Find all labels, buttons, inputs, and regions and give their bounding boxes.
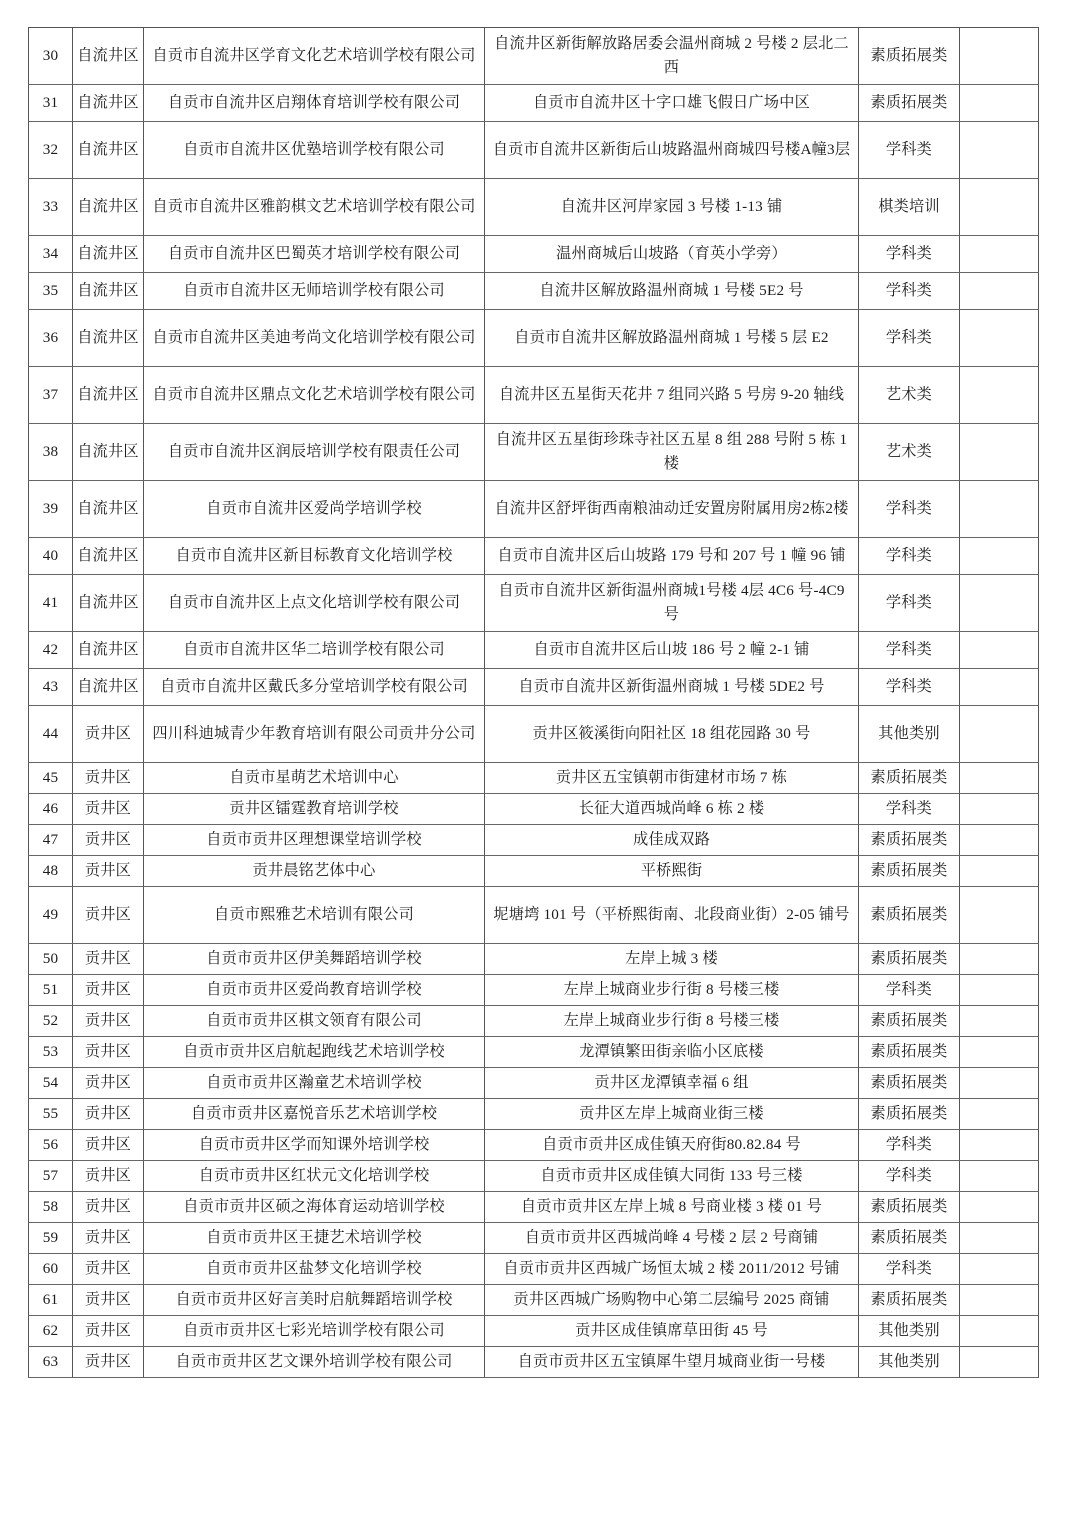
cell-name: 自贡市自流井区新目标教育文化培训学校: [144, 538, 485, 575]
cell-index: 48: [29, 856, 73, 887]
cell-index: 45: [29, 763, 73, 794]
cell-blank: [960, 1130, 1039, 1161]
cell-category: 学科类: [859, 575, 960, 632]
cell-blank: [960, 85, 1039, 122]
table-row: [29, 763, 1039, 794]
cell-index: 44: [29, 706, 73, 763]
cell-district: 自流井区: [73, 538, 144, 575]
cell-blank: [960, 1285, 1039, 1316]
cell-name: 自贡市贡井区理想课堂培训学校: [144, 825, 485, 856]
cell-name: 自贡市贡井区硕之海体育运动培训学校: [144, 1192, 485, 1223]
cell-index: 41: [29, 575, 73, 632]
cell-blank: [960, 825, 1039, 856]
cell-category: 其他类别: [859, 1347, 960, 1378]
cell-name: 自贡市自流井区爱尚学培训学校: [144, 481, 485, 538]
cell-category: 素质拓展类: [859, 28, 960, 85]
cell-district: 自流井区: [73, 85, 144, 122]
cell-category: 素质拓展类: [859, 887, 960, 944]
cell-district: 贡井区: [73, 794, 144, 825]
table-row: [29, 1099, 1039, 1130]
cell-address: 自贡市贡井区成佳镇天府街80.82.84 号: [485, 1130, 859, 1161]
cell-index: 53: [29, 1037, 73, 1068]
cell-district: 自流井区: [73, 424, 144, 481]
cell-index: 37: [29, 367, 73, 424]
cell-blank: [960, 1316, 1039, 1347]
table-row: [29, 236, 1039, 273]
cell-name: 自贡市自流井区巴蜀英才培训学校有限公司: [144, 236, 485, 273]
cell-district: 贡井区: [73, 1130, 144, 1161]
cell-name: 自贡市贡井区嘉悦音乐艺术培训学校: [144, 1099, 485, 1130]
cell-address: 贡井区成佳镇席草田街 45 号: [485, 1316, 859, 1347]
training-institutions-table: [28, 27, 1039, 1378]
cell-category: 素质拓展类: [859, 763, 960, 794]
cell-address: 龙潭镇繁田街亲临小区底楼: [485, 1037, 859, 1068]
cell-name: 自贡市自流井区启翔体育培训学校有限公司: [144, 85, 485, 122]
cell-name: 自贡市贡井区红状元文化培训学校: [144, 1161, 485, 1192]
cell-name: 自贡市贡井区棋文领育有限公司: [144, 1006, 485, 1037]
table-row: [29, 1223, 1039, 1254]
cell-name: 贡井区镭霆教育培训学校: [144, 794, 485, 825]
cell-category: 学科类: [859, 975, 960, 1006]
cell-category: 学科类: [859, 273, 960, 310]
cell-category: 素质拓展类: [859, 1285, 960, 1316]
cell-index: 38: [29, 424, 73, 481]
cell-name: 自贡市自流井区戴氏多分堂培训学校有限公司: [144, 669, 485, 706]
cell-address: 自流井区五星街珍珠寺社区五星 8 组 288 号附 5 栋 1 楼: [485, 424, 859, 481]
cell-district: 自流井区: [73, 575, 144, 632]
cell-district: 自流井区: [73, 28, 144, 85]
cell-index: 56: [29, 1130, 73, 1161]
cell-district: 贡井区: [73, 1316, 144, 1347]
cell-category: 艺术类: [859, 367, 960, 424]
cell-address: 自流井区解放路温州商城 1 号楼 5E2 号: [485, 273, 859, 310]
cell-name: 自贡市贡井区伊美舞蹈培训学校: [144, 944, 485, 975]
cell-address: 自贡市自流井区解放路温州商城 1 号楼 5 层 E2: [485, 310, 859, 367]
cell-blank: [960, 856, 1039, 887]
cell-district: 贡井区: [73, 1006, 144, 1037]
cell-index: 61: [29, 1285, 73, 1316]
cell-address: 自贡市自流井区新街后山坡路温州商城四号楼A幢3层: [485, 122, 859, 179]
cell-category: 学科类: [859, 669, 960, 706]
cell-district: 自流井区: [73, 273, 144, 310]
table-row: [29, 538, 1039, 575]
cell-category: 素质拓展类: [859, 1192, 960, 1223]
cell-index: 35: [29, 273, 73, 310]
cell-district: 贡井区: [73, 825, 144, 856]
table-row: [29, 1130, 1039, 1161]
cell-index: 43: [29, 669, 73, 706]
table-row: [29, 1254, 1039, 1285]
cell-blank: [960, 706, 1039, 763]
cell-index: 36: [29, 310, 73, 367]
table-row: [29, 575, 1039, 632]
cell-name: 自贡市贡井区好言美时启航舞蹈培训学校: [144, 1285, 485, 1316]
cell-category: 素质拓展类: [859, 856, 960, 887]
cell-blank: [960, 944, 1039, 975]
table-row: [29, 1161, 1039, 1192]
cell-blank: [960, 975, 1039, 1006]
cell-name: 自贡市自流井区无师培训学校有限公司: [144, 273, 485, 310]
cell-district: 贡井区: [73, 1068, 144, 1099]
table-row: [29, 632, 1039, 669]
cell-district: 贡井区: [73, 975, 144, 1006]
cell-category: 其他类别: [859, 1316, 960, 1347]
cell-address: 平桥熙街: [485, 856, 859, 887]
cell-category: 其他类别: [859, 706, 960, 763]
cell-district: 自流井区: [73, 669, 144, 706]
table-row: [29, 1006, 1039, 1037]
cell-index: 31: [29, 85, 73, 122]
cell-index: 62: [29, 1316, 73, 1347]
cell-address: 自贡市贡井区左岸上城 8 号商业楼 3 楼 01 号: [485, 1192, 859, 1223]
table-row: [29, 122, 1039, 179]
cell-blank: [960, 1192, 1039, 1223]
table-row: [29, 1285, 1039, 1316]
cell-index: 63: [29, 1347, 73, 1378]
cell-district: 贡井区: [73, 1254, 144, 1285]
cell-category: 学科类: [859, 1130, 960, 1161]
cell-blank: [960, 794, 1039, 825]
table-body: [29, 28, 1039, 1378]
table-row: [29, 794, 1039, 825]
cell-name: 自贡市自流井区优塾培训学校有限公司: [144, 122, 485, 179]
cell-address: 自贡市自流井区新街温州商城1号楼 4层 4C6 号-4C9 号: [485, 575, 859, 632]
table-row: [29, 825, 1039, 856]
cell-category: 学科类: [859, 310, 960, 367]
cell-index: 57: [29, 1161, 73, 1192]
cell-index: 49: [29, 887, 73, 944]
cell-address: 温州商城后山坡路（育英小学旁）: [485, 236, 859, 273]
cell-name: 自贡市自流井区鼎点文化艺术培训学校有限公司: [144, 367, 485, 424]
table-row: [29, 1192, 1039, 1223]
cell-address: 成佳成双路: [485, 825, 859, 856]
cell-address: 贡井区左岸上城商业街三楼: [485, 1099, 859, 1130]
cell-district: 贡井区: [73, 856, 144, 887]
cell-index: 39: [29, 481, 73, 538]
cell-address: 贡井区龙潭镇幸福 6 组: [485, 1068, 859, 1099]
cell-name: 自贡市贡井区艺文课外培训学校有限公司: [144, 1347, 485, 1378]
cell-name: 自贡市熙雅艺术培训有限公司: [144, 887, 485, 944]
cell-address: 左岸上城商业步行街 8 号楼三楼: [485, 975, 859, 1006]
cell-address: 左岸上城商业步行街 8 号楼三楼: [485, 1006, 859, 1037]
cell-blank: [960, 122, 1039, 179]
table-row: [29, 1068, 1039, 1099]
cell-district: 贡井区: [73, 1099, 144, 1130]
cell-blank: [960, 236, 1039, 273]
cell-blank: [960, 538, 1039, 575]
cell-address: 自贡市贡井区五宝镇犀牛望月城商业街一号楼: [485, 1347, 859, 1378]
cell-district: 自流井区: [73, 481, 144, 538]
cell-district: 自流井区: [73, 179, 144, 236]
cell-blank: [960, 1099, 1039, 1130]
table-row: [29, 179, 1039, 236]
cell-address: 自贡市自流井区十字口雄飞假日广场中区: [485, 85, 859, 122]
cell-address: 自流井区舒坪街西南粮油动迁安置房附属用房2栋2楼: [485, 481, 859, 538]
cell-index: 55: [29, 1099, 73, 1130]
cell-blank: [960, 1223, 1039, 1254]
cell-index: 58: [29, 1192, 73, 1223]
cell-blank: [960, 310, 1039, 367]
table-row: [29, 481, 1039, 538]
cell-district: 贡井区: [73, 887, 144, 944]
cell-district: 贡井区: [73, 763, 144, 794]
cell-category: 学科类: [859, 1254, 960, 1285]
cell-blank: [960, 273, 1039, 310]
cell-index: 47: [29, 825, 73, 856]
cell-blank: [960, 632, 1039, 669]
cell-index: 51: [29, 975, 73, 1006]
table-row: [29, 85, 1039, 122]
table-row: [29, 669, 1039, 706]
cell-name: 自贡市贡井区启航起跑线艺术培训学校: [144, 1037, 485, 1068]
cell-category: 学科类: [859, 1161, 960, 1192]
table-row: [29, 367, 1039, 424]
cell-name: 自贡市自流井区学育文化艺术培训学校有限公司: [144, 28, 485, 85]
cell-index: 34: [29, 236, 73, 273]
cell-blank: [960, 763, 1039, 794]
cell-name: 自贡市自流井区华二培训学校有限公司: [144, 632, 485, 669]
table-row: [29, 273, 1039, 310]
cell-index: 50: [29, 944, 73, 975]
cell-blank: [960, 1254, 1039, 1285]
cell-blank: [960, 669, 1039, 706]
cell-blank: [960, 1006, 1039, 1037]
cell-category: 学科类: [859, 794, 960, 825]
cell-name: 自贡市贡井区盐梦文化培训学校: [144, 1254, 485, 1285]
cell-district: 贡井区: [73, 1347, 144, 1378]
cell-address: 贡井区西城广场购物中心第二层编号 2025 商铺: [485, 1285, 859, 1316]
cell-index: 59: [29, 1223, 73, 1254]
table-row: [29, 424, 1039, 481]
cell-address: 贡井区五宝镇朝市街建材市场 7 栋: [485, 763, 859, 794]
cell-index: 32: [29, 122, 73, 179]
table-row: [29, 310, 1039, 367]
cell-blank: [960, 1161, 1039, 1192]
cell-index: 42: [29, 632, 73, 669]
cell-category: 学科类: [859, 122, 960, 179]
cell-name: 贡井晨铭艺体中心: [144, 856, 485, 887]
cell-blank: [960, 887, 1039, 944]
cell-name: 自贡市自流井区润辰培训学校有限责任公司: [144, 424, 485, 481]
cell-address: 坭塘塆 101 号（平桥熙街南、北段商业街）2-05 铺号: [485, 887, 859, 944]
table-row: [29, 1347, 1039, 1378]
cell-index: 60: [29, 1254, 73, 1285]
cell-district: 贡井区: [73, 1285, 144, 1316]
cell-index: 54: [29, 1068, 73, 1099]
cell-district: 贡井区: [73, 706, 144, 763]
cell-category: 艺术类: [859, 424, 960, 481]
table-row: [29, 887, 1039, 944]
cell-category: 素质拓展类: [859, 1068, 960, 1099]
cell-blank: [960, 481, 1039, 538]
cell-district: 自流井区: [73, 367, 144, 424]
cell-category: 棋类培训: [859, 179, 960, 236]
cell-blank: [960, 1347, 1039, 1378]
cell-category: 素质拓展类: [859, 1006, 960, 1037]
cell-name: 自贡市贡井区学而知课外培训学校: [144, 1130, 485, 1161]
cell-category: 素质拓展类: [859, 1037, 960, 1068]
cell-district: 自流井区: [73, 122, 144, 179]
cell-address: 左岸上城 3 楼: [485, 944, 859, 975]
cell-address: 自流井区河岸家园 3 号楼 1-13 铺: [485, 179, 859, 236]
cell-address: 自流井区新街解放路居委会温州商城 2 号楼 2 层北二西: [485, 28, 859, 85]
cell-district: 贡井区: [73, 1037, 144, 1068]
cell-blank: [960, 424, 1039, 481]
cell-name: 四川科迪城青少年教育培训有限公司贡井分公司: [144, 706, 485, 763]
table-row: [29, 706, 1039, 763]
cell-name: 自贡市贡井区王捷艺术培训学校: [144, 1223, 485, 1254]
cell-district: 贡井区: [73, 1161, 144, 1192]
cell-address: 贡井区筱溪街向阳社区 18 组花园路 30 号: [485, 706, 859, 763]
cell-district: 自流井区: [73, 236, 144, 273]
cell-address: 自贡市贡井区成佳镇大同街 133 号三楼: [485, 1161, 859, 1192]
cell-category: 素质拓展类: [859, 825, 960, 856]
cell-district: 贡井区: [73, 944, 144, 975]
cell-district: 自流井区: [73, 632, 144, 669]
cell-name: 自贡市自流井区雅韵棋文艺术培训学校有限公司: [144, 179, 485, 236]
cell-district: 贡井区: [73, 1223, 144, 1254]
table-row: [29, 1037, 1039, 1068]
cell-name: 自贡市贡井区瀚童艺术培训学校: [144, 1068, 485, 1099]
table-row: [29, 1316, 1039, 1347]
cell-name: 自贡市自流井区上点文化培训学校有限公司: [144, 575, 485, 632]
cell-blank: [960, 179, 1039, 236]
cell-district: 贡井区: [73, 1192, 144, 1223]
cell-address: 长征大道西城尚峰 6 栋 2 楼: [485, 794, 859, 825]
cell-address: 自流井区五星街天花井 7 组同兴路 5 号房 9-20 轴线: [485, 367, 859, 424]
cell-address: 自贡市自流井区后山坡 186 号 2 幢 2-1 铺: [485, 632, 859, 669]
cell-index: 33: [29, 179, 73, 236]
table-row: [29, 856, 1039, 887]
cell-address: 自贡市自流井区后山坡路 179 号和 207 号 1 幢 96 铺: [485, 538, 859, 575]
cell-category: 素质拓展类: [859, 944, 960, 975]
cell-blank: [960, 28, 1039, 85]
cell-name: 自贡市贡井区爱尚教育培训学校: [144, 975, 485, 1006]
cell-blank: [960, 575, 1039, 632]
cell-category: 学科类: [859, 236, 960, 273]
cell-index: 30: [29, 28, 73, 85]
cell-category: 素质拓展类: [859, 1223, 960, 1254]
cell-address: 自贡市贡井区西城广场恒太城 2 楼 2011/2012 号铺: [485, 1254, 859, 1285]
table-row: [29, 944, 1039, 975]
cell-address: 自贡市自流井区新街温州商城 1 号楼 5DE2 号: [485, 669, 859, 706]
cell-blank: [960, 1068, 1039, 1099]
cell-blank: [960, 367, 1039, 424]
cell-category: 学科类: [859, 481, 960, 538]
cell-name: 自贡市自流井区美迪考尚文化培训学校有限公司: [144, 310, 485, 367]
cell-index: 40: [29, 538, 73, 575]
cell-index: 52: [29, 1006, 73, 1037]
cell-category: 学科类: [859, 632, 960, 669]
cell-district: 自流井区: [73, 310, 144, 367]
cell-index: 46: [29, 794, 73, 825]
table-row: [29, 28, 1039, 85]
cell-address: 自贡市贡井区西城尚峰 4 号楼 2 层 2 号商铺: [485, 1223, 859, 1254]
cell-category: 素质拓展类: [859, 85, 960, 122]
cell-blank: [960, 1037, 1039, 1068]
cell-name: 自贡市贡井区七彩光培训学校有限公司: [144, 1316, 485, 1347]
cell-category: 素质拓展类: [859, 1099, 960, 1130]
cell-name: 自贡市星萌艺术培训中心: [144, 763, 485, 794]
table-row: [29, 975, 1039, 1006]
cell-category: 学科类: [859, 538, 960, 575]
